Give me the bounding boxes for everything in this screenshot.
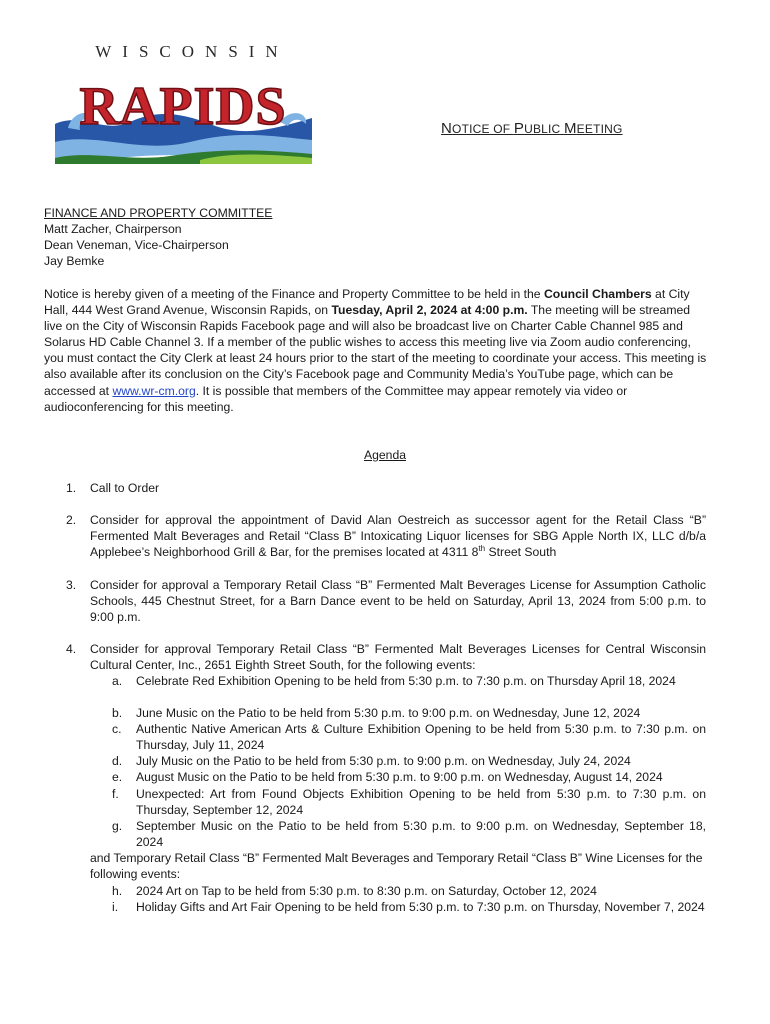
meeting-location: Council Chambers [543,287,652,301]
meeting-date: Tuesday, April 2, 2024 at 4:00 p.m. [331,303,528,318]
committee-name: FINANCE AND PROPERTY COMMITTEE [44,206,273,220]
sub-item: g. September Music on the Patio to be held from 5:30 p.m. to 9:00 p.m. on Wednesday, September 18, 2024 [112,819,706,850]
sub-item: f. Unexpected: Art from Found Objects Exhibition Opening to be held from 5:30 p.m. to 7:30 p.m. on Thursday, September 12, 2024 [112,787,706,818]
member: Jay Bemke [44,254,105,269]
committee-block [44,205,272,269]
notice-paragraph: Notice is hereby given of a meeting of the Finance and Property Committee to be held in the Council Chambers at City Hall, 444 West Grand Avenue, Wisconsin Rapids, on Tuesday, April 2, 2024 at 4:00 p.m. The meeting will be streamed live on the City of Wisconsin Rapids Facebook page and will also be broadcast live on Charter Cable Channel 985 and Solarus HD Cable Channel 3. If a member of the public wishes to access this meeting live via Zoom audio conferencing, you must contact the City Clerk at least 24 hours prior to the start of the meeting to coordinate your access. This meeting is also available after its conclusion on the City’s Facebook page and Community Media’s YouTube page, which can be accessed at www.wr-cm.org. It is possible that members of the Committee may appear remotely via video or audioconferencing for this meeting. [44,287,707,414]
sub-item: c. Authentic Native American Arts & Culture Exhibition Opening to be held from 5:30 p.m. to 7:30 p.m. on Thursday, July 11, 2024 [112,722,706,753]
logo-city-text: WISCONSIN [95,42,289,61]
sub-item: b. June Music on the Patio to be held from 5:30 p.m. to 9:00 p.m. on Wednesday, June 12, 2024 [112,706,641,720]
sub-item: a. Celebrate Red Exhibition Opening to be held from 5:30 p.m. to 7:30 p.m. on Thursday April 18, 2024 [112,674,676,688]
agenda-item: 3. Consider for approval a Temporary Retail Class “B” Fermented Malt Beverages License for Assumption Catholic Schools, 445 Chestnut Street, for a Barn Dance event to be held on Saturday, April 13, 2024 from 5:00 p.m. to 9:00 p.m. [66,578,706,625]
notice-title: NOTICE OF PUBLIC MEETING [441,120,623,137]
sub-item: i. Holiday Gifts and Art Fair Opening to be held from 5:30 p.m. to 7:30 p.m. on Thursday, November 7, 2024 [112,900,705,914]
agenda-title: Agenda [363,448,407,462]
sub-item: d. July Music on the Patio to be held from 5:30 p.m. to 9:00 p.m. on Wednesday, July 24, 2024 [112,754,631,768]
agenda-item: 4. Consider for approval Temporary Retail Class “B” Fermented Malt Beverages Licenses for Central Wisconsin Cultural Center, Inc., 2651 Eighth Street South, for the following events: [66,642,706,673]
member-vice-chair: Dean Veneman, Vice-Chairperson [44,238,229,253]
sub-item: h. 2024 Art on Tap to be held from 5:30 p.m. to 8:30 p.m. on Saturday, October 12, 2024 [112,884,597,898]
agenda-continuation: and Temporary Retail Class “B” Fermented Malt Beverages and Temporary Retail “Class B” Wine Licenses for the following events: [90,851,703,882]
member-chair: Matt Zacher, Chairperson [44,222,182,237]
logo-rapids-text: RAPIDS [79,76,287,136]
rapids-logo [50,62,315,167]
agenda-item: 2. Consider for approval the appointment of David Alan Oestreich as successor agent for the Retail Class “B” Fermented Malt Beverages and Retail “Class B” Intoxicating Liquor licenses for SBG Apple North IX, LLC d/b/a Applebee’s Neighborhood Grill & Bar, for the premises located at 4311 8th Street South [66,513,706,560]
agenda-item: 1. Call to Order [66,481,160,495]
sub-item: e. August Music on the Patio to be held from 5:30 p.m. to 9:00 p.m. on Wednesday, August 14, 2024 [112,770,663,784]
community-media-link[interactable]: www.wr-cm.org [112,383,196,398]
